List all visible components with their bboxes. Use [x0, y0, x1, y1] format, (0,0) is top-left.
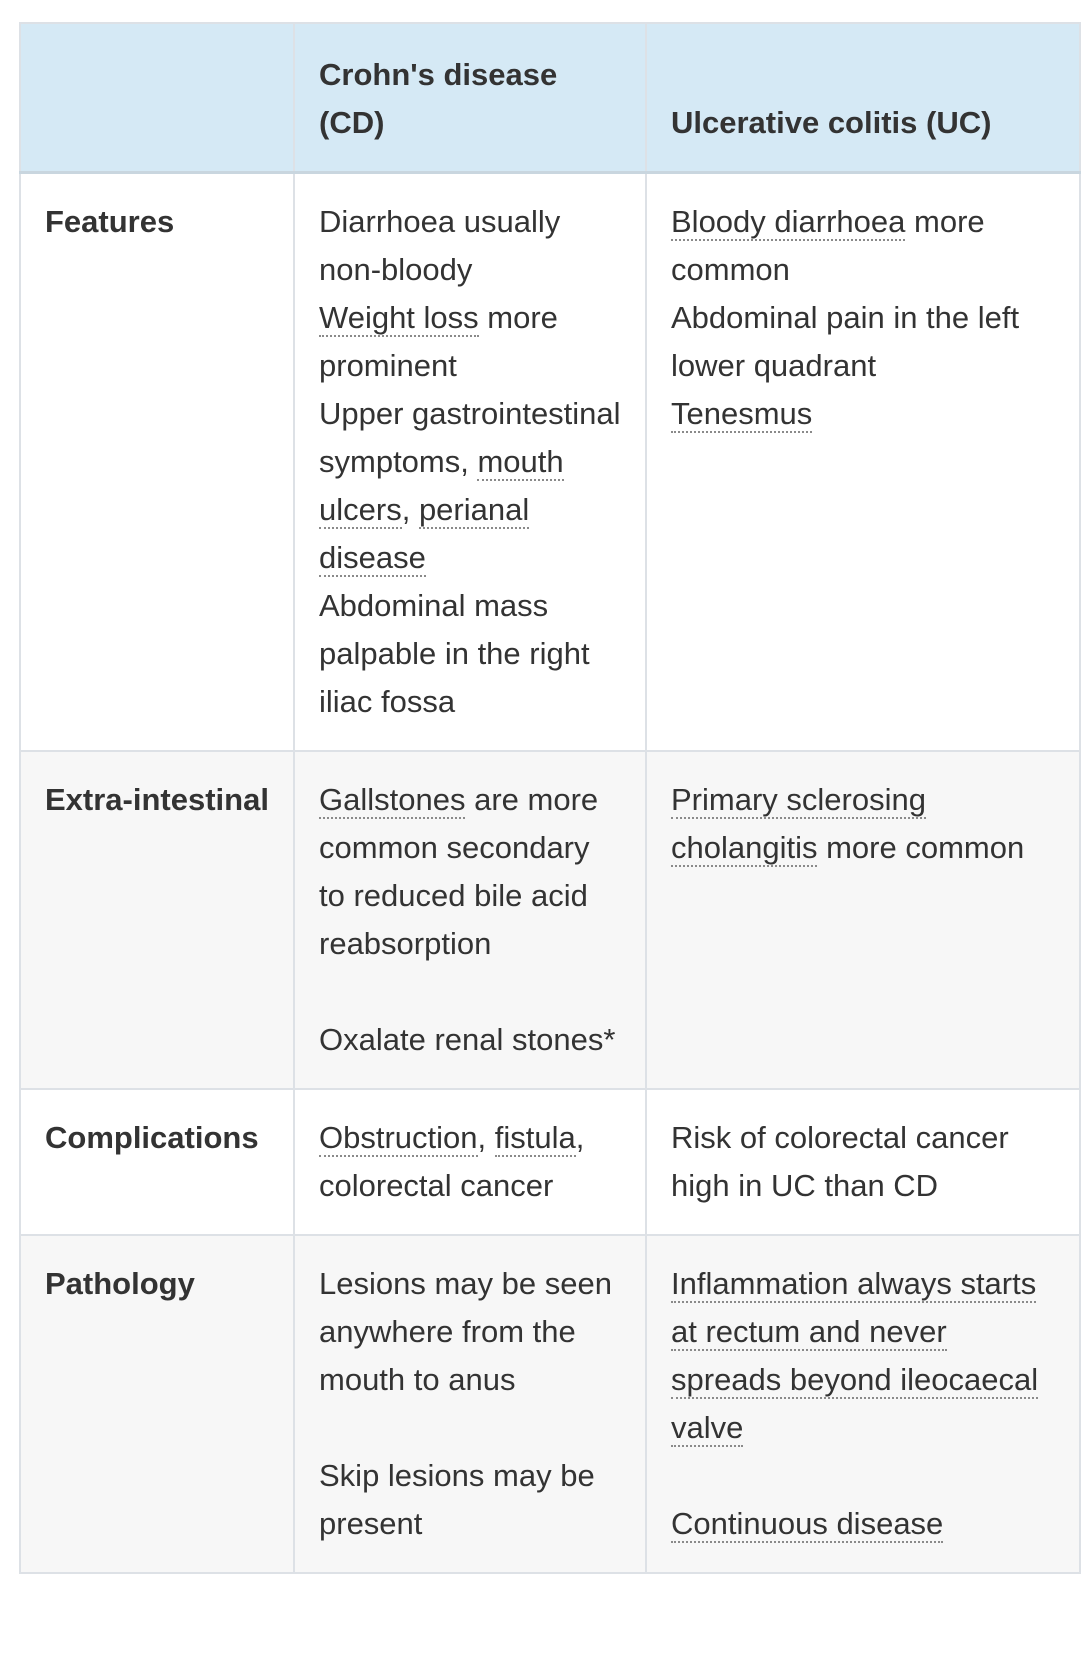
table-row-pathology	[20, 1235, 1080, 1573]
term-link-bloody-diarrhoea[interactable]: Bloody diarrhoea	[671, 204, 906, 239]
term-link-primary-sclerosing-cholangitis[interactable]: Primary sclerosing cholangitis	[671, 782, 926, 865]
features-cd-line-2	[319, 294, 621, 390]
term-link-obstruction[interactable]: Obstruction	[319, 1120, 478, 1155]
extra-cd-para-1-text: are more common secondary to reduced bile acid reabsorption	[319, 782, 599, 961]
pathology-uc-para-2	[671, 1500, 1055, 1548]
cd-vs-uc-table	[19, 22, 1081, 1574]
features-uc-line-1-text: more common	[671, 204, 985, 287]
paragraph-gap	[319, 1404, 621, 1452]
header-uc: Ulcerative colitis (UC)	[646, 23, 1080, 173]
header-empty-cell	[20, 23, 294, 173]
pathology-cd-para-1: Lesions may be seen anywhere from the mouth to anus	[319, 1266, 612, 1397]
row-label-features: Features	[20, 173, 294, 752]
pathology-uc-cell	[646, 1235, 1080, 1573]
term-link-continuous-disease[interactable]: Continuous disease	[671, 1506, 944, 1541]
table-header-row	[20, 23, 1080, 173]
paragraph-gap	[671, 1452, 1055, 1500]
extra-uc-cell	[646, 751, 1080, 1089]
pathology-uc-para-1	[671, 1260, 1055, 1452]
table-row-complications	[20, 1089, 1080, 1235]
term-link-inflammation-rectum[interactable]: Inflammation always starts at rectum and never spreads beyond ileocaecal valve	[671, 1266, 1039, 1445]
features-cd-line-3	[319, 390, 621, 582]
table-row-extra-intestinal	[20, 751, 1080, 1089]
term-link-mouth-ulcers[interactable]: mouth ulcers	[319, 444, 564, 527]
features-cd-line-1: Diarrhoea usually non-bloody	[319, 204, 561, 287]
complications-cd-cell	[294, 1089, 646, 1235]
extra-uc-para-1	[671, 776, 1055, 872]
complications-cd-text: , colorectal cancer	[319, 1120, 585, 1203]
features-cd-line-2-text: more prominent	[319, 300, 558, 383]
features-uc-line-3	[671, 390, 1055, 438]
features-cd-cell	[294, 173, 646, 752]
features-uc-cell	[646, 173, 1080, 752]
row-label-extra-intestinal: Extra-intestinal	[20, 751, 294, 1089]
complications-cd-comma: ,	[477, 1120, 495, 1155]
features-uc-line-2: Abdominal pain in the left lower quadrant	[671, 300, 1020, 383]
pathology-cd-cell	[294, 1235, 646, 1573]
header-crohns: Crohn's disease (CD)	[294, 23, 646, 173]
complications-uc-cell: Risk of colorectal cancer high in UC than CD	[646, 1089, 1080, 1235]
extra-cd-cell	[294, 751, 646, 1089]
extra-cd-para-1	[319, 776, 621, 968]
pathology-cd-para-2: Skip lesions may be present	[319, 1458, 595, 1541]
extra-uc-para-1-text: more common	[817, 830, 1025, 865]
term-link-fistula[interactable]: fistula	[494, 1120, 576, 1155]
table-row-features	[20, 173, 1080, 752]
features-cd-line-3-text: Upper gastrointestinal symptoms,	[319, 396, 621, 479]
term-link-perianal-disease[interactable]: perianal disease	[319, 492, 530, 575]
term-link-gallstones[interactable]: Gallstones	[319, 782, 466, 817]
term-link-weight-loss[interactable]: Weight loss	[319, 300, 479, 335]
term-link-tenesmus[interactable]: Tenesmus	[671, 396, 813, 431]
paragraph-gap	[319, 968, 621, 1016]
features-cd-comma: ,	[401, 492, 419, 527]
row-label-complications: Complications	[20, 1089, 294, 1235]
row-label-pathology: Pathology	[20, 1235, 294, 1573]
features-uc-line-1	[671, 198, 1055, 294]
features-cd-line-4: Abdominal mass palpable in the right iliac fossa	[319, 588, 590, 719]
extra-cd-para-2: Oxalate renal stones*	[319, 1022, 616, 1057]
